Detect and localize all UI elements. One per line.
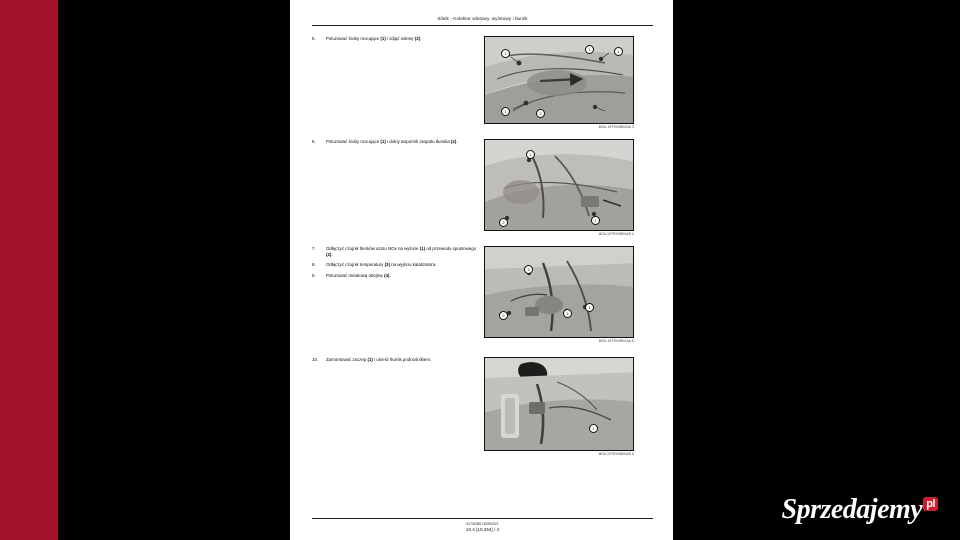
callout-bubble: 1 — [585, 303, 594, 312]
step-row — [312, 273, 480, 279]
callout-bubble: 1 — [589, 424, 598, 433]
header-rule — [312, 25, 653, 26]
footer-document-id: 61734359 15/09/2021 — [466, 522, 499, 526]
step-text-column-7 — [312, 246, 484, 281]
step-block-7 — [312, 246, 653, 343]
step-text: Zamontować zaczep (1) i unieść tłumik podnośnikiem. — [326, 357, 432, 362]
step-text: Poluzować śruby mocujące (1) i dolny wspornik zespołu tłumika (2). — [326, 139, 458, 144]
step-row — [312, 36, 480, 42]
page-content — [312, 36, 653, 456]
left-red-band — [0, 0, 58, 540]
watermark — [782, 494, 939, 526]
footer-page-number: 10.4 [10.254] / 4 — [465, 527, 500, 532]
figure-6-illustration — [485, 140, 634, 231]
figure-7-frame — [484, 246, 634, 338]
page-header: Silnik - Kolektor wlotowy, wylotowy i tłumik — [437, 16, 528, 21]
step-number: 7. — [312, 246, 316, 251]
step-block-10 — [312, 357, 653, 456]
step-number: 10. — [312, 357, 319, 362]
step-number: 5. — [312, 36, 316, 41]
page-footer — [312, 518, 653, 532]
footer-rule — [312, 518, 653, 519]
callout-bubble: 1 — [614, 47, 623, 56]
step-text: Odłączyć czujnik tlenków azotu NOx na wylocie (1) od przewodu spustowego (2). — [326, 246, 477, 258]
step-number: 8. — [312, 262, 316, 268]
step-text: Odłączyć czujnik temperatury (3) na wyjściu katalizatora. — [326, 262, 437, 268]
step-row — [312, 262, 480, 268]
figure-10 — [484, 357, 634, 456]
step-text: Poluzować metalową obejmę (4). — [326, 272, 391, 278]
step-row — [312, 246, 480, 258]
figure-5-frame — [484, 36, 634, 124]
callout-bubble: 4 — [563, 309, 572, 318]
figure-6 — [484, 139, 634, 236]
callout-bubble: 1 — [501, 49, 510, 58]
callout-bubble: 1 — [585, 45, 594, 54]
step-text-column-6 — [312, 139, 484, 147]
callout-bubble: 2 — [536, 109, 545, 118]
step-row — [312, 139, 480, 145]
step-text-column-5 — [312, 36, 484, 44]
callout-bubble: 2 — [499, 218, 508, 227]
figure-6-frame — [484, 139, 634, 231]
step-block-6 — [312, 139, 653, 236]
figure-7 — [484, 246, 634, 343]
step-number: 6. — [312, 139, 316, 144]
figure-caption: MOIL19TRV0B00AA 3 — [598, 125, 634, 129]
callout-bubble: 1 — [501, 107, 510, 116]
callout-bubble: 1 — [591, 216, 600, 225]
step-number: 9. — [312, 272, 316, 278]
watermark-badge: pl — [923, 497, 938, 511]
figure-5 — [484, 36, 634, 129]
step-text: Poluzować śruby mocujące (1) i zdjąć osłonę (2). — [326, 36, 422, 41]
figure-caption: MOIL19TRV0B00AA 5 — [598, 339, 634, 343]
callout-bubble: 1 — [526, 150, 535, 159]
figure-7-illustration — [485, 247, 634, 338]
figure-10-frame — [484, 357, 634, 451]
watermark-text: Sprzedajemy — [781, 494, 923, 525]
step-text-column-10 — [312, 357, 484, 365]
figure-caption: MOIL19TRV0B00AB 4 — [598, 232, 634, 236]
callout-bubble: 2 — [499, 311, 508, 320]
step-row — [312, 357, 480, 363]
document-page — [290, 0, 673, 540]
callout-bubble: 3 — [524, 265, 533, 274]
step-block-5 — [312, 36, 653, 129]
figure-10-illustration — [485, 358, 634, 451]
figure-caption: MOIL19TRV0B00AB 6 — [598, 452, 634, 456]
